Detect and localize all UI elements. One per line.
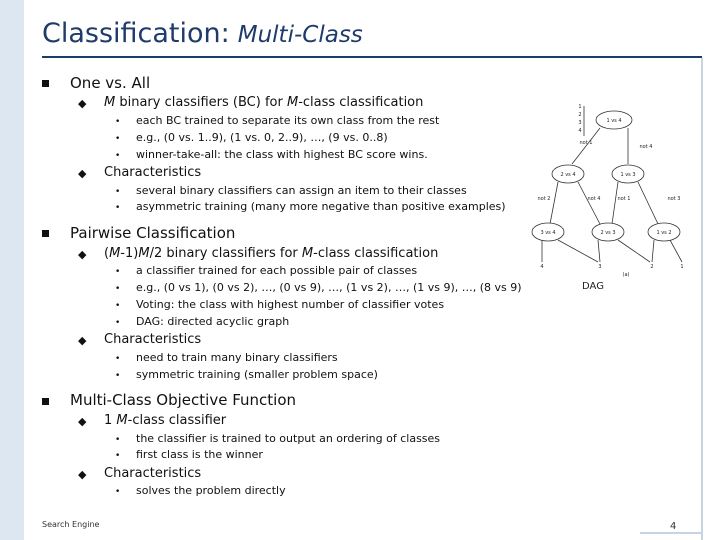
list-item: asymmetric training (many more negative than positive examples) [136,200,506,213]
dag-edge [652,240,654,262]
dot-bullet: • [115,487,121,497]
list-item: need to train many binary classifiers [136,351,338,364]
dot-bullet: • [115,134,121,144]
dag-edge [578,182,600,224]
section-heading-pairwise: Pairwise Classification [70,224,236,242]
list-item: first class is the winner [136,448,263,461]
label-part: ( [104,246,110,261]
label-part: -class classification [298,95,424,110]
section-bullet [42,230,49,237]
dag-diagram [528,100,698,280]
label-part: M [116,413,128,428]
dot-bullet: • [115,284,121,294]
dag-edge [550,182,558,224]
label-part: M [109,246,121,261]
dot-bullet: • [115,187,121,197]
dot-bullet: • [115,371,121,381]
group-label: Characteristics [104,466,202,481]
label-part: -class classification [313,246,439,261]
list-item: e.g., (0 vs. 1..9), (1 vs. 0, 2..9), …, (9 vs. 0..8) [136,131,388,144]
section-bullet [42,398,49,405]
group-label [104,413,226,428]
label-part: M [104,95,116,110]
title-underline [42,56,702,58]
section-heading-one-vs-all: One vs. All [70,74,151,92]
diamond-bullet: ◆ [78,97,87,110]
label-part: binary classifiers (BC) for [115,95,287,110]
left-accent-bar [0,0,24,540]
dag-subcaption: (a) [622,272,630,278]
dag-edge [618,240,650,262]
bottom-frame-line [640,532,702,534]
dag-edge [572,128,600,164]
dag-node-label: 1 vs 2 [656,230,672,236]
dag-leaf-label: 2 [650,264,654,270]
diamond-bullet: ◆ [78,167,87,180]
group-label [104,95,423,110]
dot-bullet: • [115,267,121,277]
dag-side-label: 2 [578,112,582,118]
dot-bullet: • [115,354,121,364]
diamond-bullet: ◆ [78,415,87,428]
group-label: Characteristics [104,165,202,180]
label-part: M [138,246,150,261]
page-number: 4 [670,521,677,532]
section-bullet [42,80,49,87]
dag-node-label: 2 vs 4 [560,172,576,178]
list-item: symmetric training (smaller problem space) [136,368,378,381]
list-item: a classifier trained for each possible pair of classes [136,264,418,277]
list-item: several binary classifiers can assign an item to their classes [136,184,467,197]
dag-side-label: 1 [578,104,582,110]
dot-bullet: • [115,151,121,161]
dag-leaf-label: 3 [598,264,602,270]
label-part: -1) [120,246,139,261]
dag-edge [670,240,682,262]
dag-edge-label: not 1 [579,140,593,146]
label-part: M [301,246,314,261]
dag-side-label: 3 [578,120,582,126]
dag-leaf-label: 1 [680,264,684,270]
diamond-bullet: ◆ [78,468,87,481]
dag-edge-label: not 4 [639,144,653,150]
group-label: Characteristics [104,332,202,347]
title-main: Classification: [42,18,230,49]
dot-bullet: • [115,203,121,213]
dag-edge [558,240,598,262]
diamond-bullet: ◆ [78,334,87,347]
dag-side-label: 4 [578,128,582,134]
diamond-bullet: ◆ [78,248,87,261]
dag-edge [638,182,658,224]
dag-node-label: 1 vs 3 [620,172,636,178]
label-part: M [286,95,299,110]
list-item: winner-take-all: the class with highest BC score wins. [136,148,428,161]
list-item: Voting: the class with highest number of classifier votes [136,298,445,311]
list-item: solves the problem directly [136,484,286,497]
dag-edge-label: not 4 [587,196,601,202]
dot-bullet: • [115,117,121,127]
label-part: /2 binary classifiers for [149,246,302,261]
label-part: 1 [104,413,117,428]
title-subtitle: Multi-Class [237,22,363,48]
dot-bullet: • [115,451,121,461]
dag-edge-label: not 1 [617,196,631,202]
dag-edge [612,182,618,224]
group-label [104,246,438,261]
list-item: the classifier is trained to output an ordering of classes [136,432,441,445]
dag-edge-label: not 2 [537,196,551,202]
dag-edge [598,240,600,262]
slide-title [42,18,363,49]
dot-bullet: • [115,435,121,445]
dag-caption: DAG [582,281,604,292]
dag-edge-label: not 3 [667,196,681,202]
dag-node-label: 2 vs 3 [600,230,616,236]
dot-bullet: • [115,318,121,328]
section-heading-objective: Multi-Class Objective Function [70,391,297,409]
list-item: e.g., (0 vs 1), (0 vs 2), …, (0 vs 9), …, (1 vs 2), …, (1 vs 9), …, (8 vs 9) [136,281,522,294]
dag-node-label: 3 vs 4 [540,230,556,236]
right-frame-line [701,58,703,540]
label-part: -class classifier [127,413,227,428]
footer-course-name: Search Engine [42,520,100,529]
dot-bullet: • [115,301,121,311]
list-item: each BC trained to separate its own class from the rest [136,114,440,127]
dag-leaf-label: 4 [540,264,544,270]
list-item: DAG: directed acyclic graph [136,315,290,328]
dag-node-label: 1 vs 4 [606,118,622,124]
